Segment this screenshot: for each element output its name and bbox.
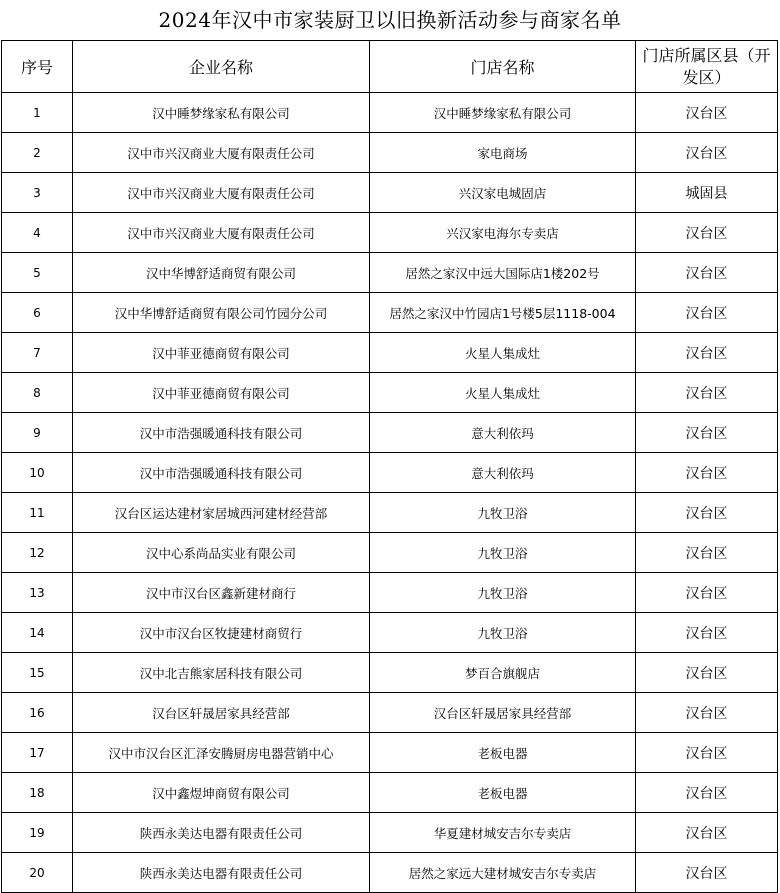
table-row	[2, 693, 778, 733]
row-store: 火星人集成灶	[370, 373, 636, 413]
row-index: 6	[2, 293, 73, 333]
row-store: 家电商场	[370, 133, 636, 173]
row-store: 九牧卫浴	[370, 613, 636, 653]
row-district: 汉台区	[636, 853, 778, 893]
row-enterprise: 汉中睡梦缘家私有限公司	[73, 93, 370, 133]
document-title: 2024年汉中市家装厨卫以旧换新活动参与商家名单	[158, 8, 622, 32]
row-index: 19	[2, 813, 73, 853]
row-district: 汉台区	[636, 373, 778, 413]
table-row	[2, 453, 778, 493]
table-row	[2, 653, 778, 693]
row-store: 老板电器	[370, 733, 636, 773]
row-district: 汉台区	[636, 413, 778, 453]
table-row	[2, 813, 778, 853]
header-store: 门店名称	[370, 41, 636, 93]
table-row	[2, 293, 778, 333]
row-index: 15	[2, 653, 73, 693]
row-index: 4	[2, 213, 73, 253]
row-index: 8	[2, 373, 73, 413]
header-district: 门店所属区县（开发区）	[636, 41, 778, 93]
row-index: 10	[2, 453, 73, 493]
table-row	[2, 413, 778, 453]
row-store: 居然之家汉中竹园店1号楼5层1118-004	[370, 293, 636, 333]
row-enterprise: 汉中华博舒适商贸有限公司	[73, 253, 370, 293]
row-district: 汉台区	[636, 533, 778, 573]
row-store: 九牧卫浴	[370, 493, 636, 533]
row-index: 16	[2, 693, 73, 733]
table-row	[2, 93, 778, 133]
row-store: 华夏建材城安吉尔专卖店	[370, 813, 636, 853]
row-store: 火星人集成灶	[370, 333, 636, 373]
row-index: 1	[2, 93, 73, 133]
row-store: 梦百合旗舰店	[370, 653, 636, 693]
row-index: 13	[2, 573, 73, 613]
row-index: 11	[2, 493, 73, 533]
table-row	[2, 533, 778, 573]
table-row	[2, 613, 778, 653]
row-enterprise: 陕西永美达电器有限责任公司	[73, 853, 370, 893]
row-enterprise: 汉中市汉台区汇泽安腾厨房电器营销中心	[73, 733, 370, 773]
row-district: 汉台区	[636, 653, 778, 693]
row-index: 5	[2, 253, 73, 293]
row-store: 汉中睡梦缘家私有限公司	[370, 93, 636, 133]
header-index: 序号	[2, 41, 73, 93]
table-row	[2, 213, 778, 253]
table-header	[2, 41, 778, 93]
table-body	[2, 93, 778, 893]
row-enterprise: 陕西永美达电器有限责任公司	[73, 813, 370, 853]
header-enterprise: 企业名称	[73, 41, 370, 93]
row-store: 老板电器	[370, 773, 636, 813]
row-store: 兴汉家电海尔专卖店	[370, 213, 636, 253]
row-district: 汉台区	[636, 213, 778, 253]
row-district: 汉台区	[636, 333, 778, 373]
row-enterprise: 汉中市浩强暖通科技有限公司	[73, 413, 370, 453]
row-enterprise: 汉中心系尚品实业有限公司	[73, 533, 370, 573]
row-index: 18	[2, 773, 73, 813]
table-row	[2, 733, 778, 773]
row-index: 9	[2, 413, 73, 453]
table-row	[2, 773, 778, 813]
row-index: 20	[2, 853, 73, 893]
row-store: 意大利依玛	[370, 413, 636, 453]
row-store: 九牧卫浴	[370, 533, 636, 573]
row-index: 2	[2, 133, 73, 173]
header-row	[2, 41, 778, 93]
row-enterprise: 汉中菲亚德商贸有限公司	[73, 373, 370, 413]
row-enterprise: 汉台区轩晟居家具经营部	[73, 693, 370, 733]
table-row	[2, 373, 778, 413]
table-row	[2, 173, 778, 213]
table-row	[2, 573, 778, 613]
row-district: 城固县	[636, 173, 778, 213]
row-district: 汉台区	[636, 93, 778, 133]
row-index: 7	[2, 333, 73, 373]
row-store: 意大利依玛	[370, 453, 636, 493]
table-row	[2, 853, 778, 893]
row-store: 兴汉家电城固店	[370, 173, 636, 213]
table-row	[2, 333, 778, 373]
row-index: 14	[2, 613, 73, 653]
row-district: 汉台区	[636, 733, 778, 773]
row-district: 汉台区	[636, 813, 778, 853]
merchant-table	[1, 40, 778, 893]
row-district: 汉台区	[636, 773, 778, 813]
table-row	[2, 493, 778, 533]
row-enterprise: 汉台区运达建材家居城西河建材经营部	[73, 493, 370, 533]
row-district: 汉台区	[636, 493, 778, 533]
row-enterprise: 汉中市浩强暖通科技有限公司	[73, 453, 370, 493]
row-enterprise: 汉中鑫煜坤商贸有限公司	[73, 773, 370, 813]
row-district: 汉台区	[636, 133, 778, 173]
row-district: 汉台区	[636, 613, 778, 653]
row-store: 汉台区轩晟居家具经营部	[370, 693, 636, 733]
row-district: 汉台区	[636, 573, 778, 613]
row-index: 12	[2, 533, 73, 573]
row-district: 汉台区	[636, 253, 778, 293]
row-district: 汉台区	[636, 453, 778, 493]
row-enterprise: 汉中北吉熊家居科技有限公司	[73, 653, 370, 693]
row-enterprise: 汉中市兴汉商业大厦有限责任公司	[73, 133, 370, 173]
row-enterprise: 汉中菲亚德商贸有限公司	[73, 333, 370, 373]
table-row	[2, 253, 778, 293]
row-index: 17	[2, 733, 73, 773]
table-row	[2, 133, 778, 173]
row-enterprise: 汉中市汉台区鑫新建材商行	[73, 573, 370, 613]
row-store: 九牧卫浴	[370, 573, 636, 613]
row-district: 汉台区	[636, 693, 778, 733]
row-store: 居然之家远大建材城安吉尔专卖店	[370, 853, 636, 893]
row-enterprise: 汉中市兴汉商业大厦有限责任公司	[73, 173, 370, 213]
row-index: 3	[2, 173, 73, 213]
row-enterprise: 汉中华博舒适商贸有限公司竹园分公司	[73, 293, 370, 333]
row-enterprise: 汉中市汉台区牧捷建材商贸行	[73, 613, 370, 653]
row-store: 居然之家汉中远大国际店1楼202号	[370, 253, 636, 293]
row-district: 汉台区	[636, 293, 778, 333]
row-enterprise: 汉中市兴汉商业大厦有限责任公司	[73, 213, 370, 253]
